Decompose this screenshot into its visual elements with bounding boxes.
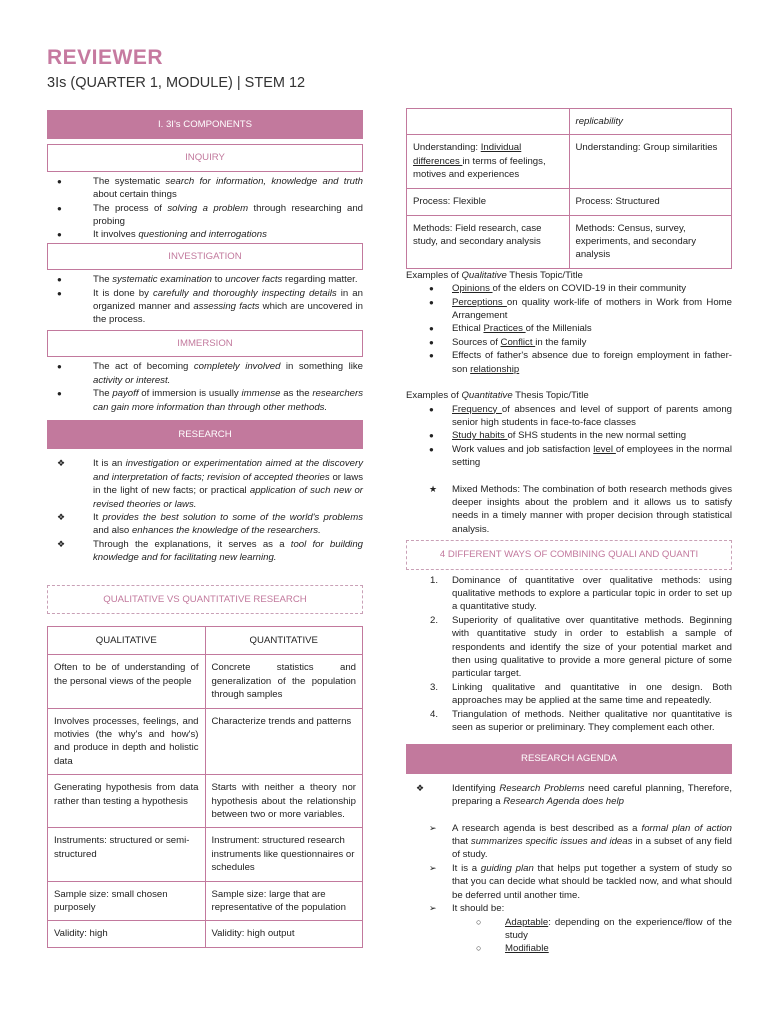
table-cell (407, 109, 570, 135)
list-item: ➢ It should be: (406, 902, 732, 915)
table-cell: Validity: high (48, 921, 206, 947)
table-cell: replicability (569, 109, 732, 135)
list-item: ● The systematic search for information, knowledge and truth about certain things (47, 175, 363, 202)
table-row (48, 708, 363, 775)
combining-ways-heading: 4 DIFFERENT WAYS OF COMBINING QUALI AND QUANTI (406, 540, 732, 569)
mixed-methods-list (406, 483, 732, 537)
qual-examples-list (406, 282, 732, 376)
inquiry-list (47, 175, 363, 242)
list-item: ❖ Identifying Research Problems need careful planning, Therefore, preparing a Research Agenda does help (406, 782, 732, 809)
table-cell: Involves processes, feelings, and motivies (the why's and how's) and produce in depth and holistic data (48, 708, 206, 775)
list-item: 4. Triangulation of methods. Neither qualitative nor quantitative is seen as superior or preliminary. They complement each other. (430, 708, 732, 734)
table-row (48, 921, 363, 947)
quan-examples-list (406, 403, 732, 470)
table-cell: Sample size: large that are representative of the population (205, 881, 363, 921)
list-item: ● The systematic examination to uncover facts regarding matter. (47, 273, 363, 286)
components-section-bar: I. 3I's COMPONENTS (47, 110, 363, 139)
combining-ways-list (406, 574, 732, 735)
qual-vs-quan-table-continued (406, 108, 732, 269)
qual-vs-quan-heading: QUALITATIVE VS QUANTITATIVE RESEARCH (47, 585, 363, 614)
table-cell: Starts with neither a theory nor hypothesis about the relationship between two or more variables. (205, 775, 363, 828)
list-item: 2. Superiority of qualitative over quantitative methods. Beginning with quantitative study in order to establish a sample of respondents and identify the size of your potential market and then using qualitative to provide a more general picture of some particular target. (430, 614, 732, 680)
table-cell: Sample size: small chosen purposely (48, 881, 206, 921)
page-title: REVIEWER (47, 46, 164, 69)
list-item: ➢ It is a guiding plan that helps put together a system of study so that you can decide what should be tackled now, and what should be deferred until another time. (406, 862, 732, 902)
table-cell: Methods: Census, survey, experiments, and secondary analysis (569, 215, 732, 268)
inquiry-heading: INQUIRY (47, 144, 363, 171)
list-item: 3. Linking qualitative and quantitative in one design. Both approaches may be applied at the same time and repeatedly. (430, 681, 732, 707)
list-item: ❖ It is an investigation or experimentation aimed at the discovery and interpretation of facts; revision of accepted theories or laws in the light of new facts; or practical application of such new or revised theories or laws. (47, 457, 363, 511)
list-item: ● It involves questioning and interrogations (47, 228, 363, 241)
left-column (47, 110, 363, 948)
list-item: ★ Mixed Methods: The combination of both research methods gives deeper insights about the problem and it allows us to satisfy needs in a timely manner with proper decision through statistical analysis. (406, 483, 732, 537)
list-item: ● The act of becoming completely involved in something like activity or interest. (47, 360, 363, 387)
table-cell: Concrete statistics and generalization of the population through samples (205, 655, 363, 708)
table-row (407, 188, 732, 215)
qual-examples-intro: Examples of Qualitative Thesis Topic/Title (406, 269, 583, 281)
table-cell: Understanding: Individual differences in terms of feelings, motives and experiences (407, 135, 570, 188)
investigation-heading: INVESTIGATION (47, 243, 363, 270)
page-subtitle: 3Is (QUARTER 1, MODULE) | STEM 12 (47, 75, 306, 91)
table-cell: Often to be of understanding of the personal views of the people (48, 655, 206, 708)
table-cell: Generating hypothesis from data rather than testing a hypothesis (48, 775, 206, 828)
list-item: ○ Modifiable (406, 942, 732, 955)
table-cell: Characterize trends and patterns (205, 708, 363, 775)
list-item: ❖ Through the explanations, it serves as a tool for building knowledge and for facilitating new learning. (47, 538, 363, 565)
list-item: ● Perceptions on quality work-life of mothers in Work from Home Arrangement (406, 296, 732, 323)
qual-vs-quan-table (47, 626, 363, 948)
table-row (48, 828, 363, 881)
table-cell: Instruments: structured or semi-structured (48, 828, 206, 881)
list-item: ● Ethical Practices of the Millenials (406, 322, 732, 335)
immersion-heading: IMMERSION (47, 330, 363, 357)
table-cell: Methods: Field research, case study, and secondary analysis (407, 215, 570, 268)
right-column (406, 108, 732, 956)
agenda-diamond-list (406, 782, 732, 809)
list-item: ● Sources of Conflict in the family (406, 336, 732, 349)
list-item: ● The process of solving a problem through researching and probing (47, 202, 363, 229)
table-header: QUANTITATIVE (205, 626, 363, 654)
table-row (407, 135, 732, 188)
agenda-arrow-list (406, 822, 732, 916)
table-header: QUALITATIVE (48, 626, 206, 654)
list-item: ○ Adaptable: depending on the experience/flow of the study (406, 916, 732, 943)
list-item: ● The payoff of immersion is usually immense as the researchers can gain more information than through other methods. (47, 387, 363, 414)
list-item: ➢ A research agenda is best described as a formal plan of action that summarizes specific issues and ideas in a subset of any field of study. (406, 822, 732, 862)
investigation-list (47, 273, 363, 327)
list-item: 1. Dominance of quantitative over qualitative methods: using qualitative methods to explore a particular topic in order to set up a quantitative study. (430, 574, 732, 613)
list-item: ● Frequency of absences and level of support of parents among senior high students in face-to-face classes (406, 403, 732, 430)
table-cell: Validity: high output (205, 921, 363, 947)
research-list (47, 457, 363, 564)
table-header-row (48, 626, 363, 654)
table-row (407, 215, 732, 268)
table-cell: Process: Flexible (407, 188, 570, 215)
list-item: ❖ It provides the best solution to some of the world's problems and also enhances the knowledge of the researchers. (47, 511, 363, 538)
table-row (48, 881, 363, 921)
table-cell: Instrument: structured research instruments like questionnaires or schedules (205, 828, 363, 881)
table-row (48, 775, 363, 828)
quan-examples-intro: Examples of Quantitative Thesis Topic/Title (406, 390, 589, 402)
research-agenda-bar: RESEARCH AGENDA (406, 744, 732, 773)
list-item: ● Opinions of the elders on COVID-19 in their community (406, 282, 732, 295)
table-cell: Process: Structured (569, 188, 732, 215)
research-section-bar: RESEARCH (47, 420, 363, 449)
list-item: ● Work values and job satisfaction level of employees in the normal setting (406, 443, 732, 470)
table-row (48, 655, 363, 708)
table-row (407, 109, 732, 135)
list-item: ● Study habits of SHS students in the new normal setting (406, 429, 732, 442)
list-item: ● It is done by carefully and thoroughly inspecting details in an organized manner and assessing facts which are uncovered in the process. (47, 287, 363, 327)
table-cell: Understanding: Group similarities (569, 135, 732, 188)
should-be-list (406, 916, 732, 956)
list-item: ● Effects of father's absence due to foreign employment in father-son relationship (406, 349, 732, 376)
immersion-list (47, 360, 363, 414)
